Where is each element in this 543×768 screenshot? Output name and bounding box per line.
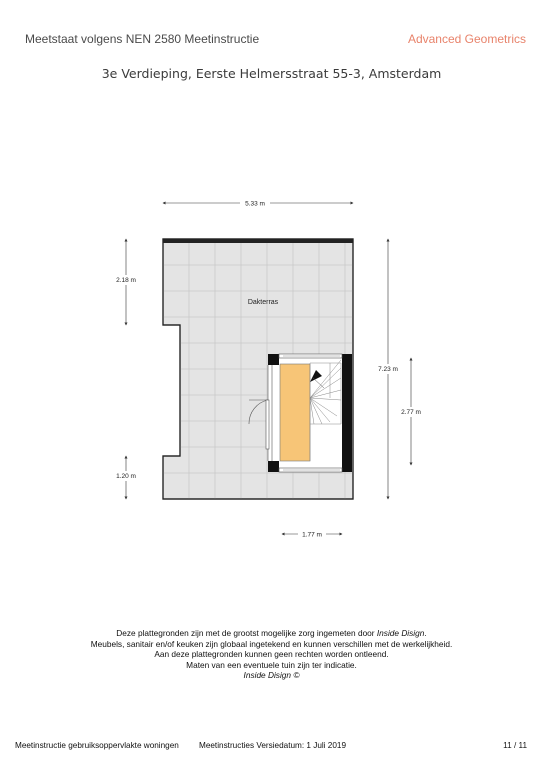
floor-address-title: 3e Verdieping, Eerste Helmersstraat 55-3, Amsterdam (101, 66, 442, 81)
disclaimer-line-3: Aan deze plattegronden kunnen geen rechten worden ontleend. (154, 649, 389, 660)
dim-left-lower: 1.20 m (116, 473, 136, 480)
dim-top-width: 5.33 m (245, 200, 265, 208)
brand-name: Advanced Geometrics (407, 32, 526, 46)
dim-bottom-width: 1.77 m (302, 531, 322, 539)
stair-landing (280, 364, 310, 461)
room-label: Dakterras (247, 299, 279, 306)
disclaimer-signature: Inside Disign © (243, 670, 300, 681)
footer-left: Meetinstructie gebruiksoppervlakte woningen (15, 741, 179, 750)
dim-right-total: 7.23 m (378, 366, 398, 373)
disclaimer (0, 628, 543, 681)
disclaimer-line-2: Meubels, sanitair en/of keuken zijn globaal ingetekend en kunnen verschillen met de werkelijkheid. (90, 638, 453, 649)
document-title: Meetstaat volgens NEN 2580 Meetinstructie (25, 32, 260, 46)
dim-left-upper: 2.18 m (116, 277, 136, 284)
page-number: 11 / 11 (503, 741, 527, 750)
stairwell-wall-right (342, 354, 352, 472)
dim-right-inner: 2.77 m (401, 409, 421, 416)
stairwell-wall-left-bottom (268, 461, 279, 472)
footer-version: Meetinstructies Versiedatum: 1 Juli 2019 (199, 741, 346, 750)
disclaimer-line-1: Deze plattegronden zijn met de grootst mogelijke zorg ingemeten door Inside Disign. (116, 628, 427, 638)
door-leaf (266, 400, 269, 449)
company-name: Inside Disign (376, 628, 425, 638)
stairwell-wall-left-top (268, 354, 279, 365)
disclaimer-line-4: Maten van een eventuele tuin zijn ter indicatie. (186, 659, 357, 670)
